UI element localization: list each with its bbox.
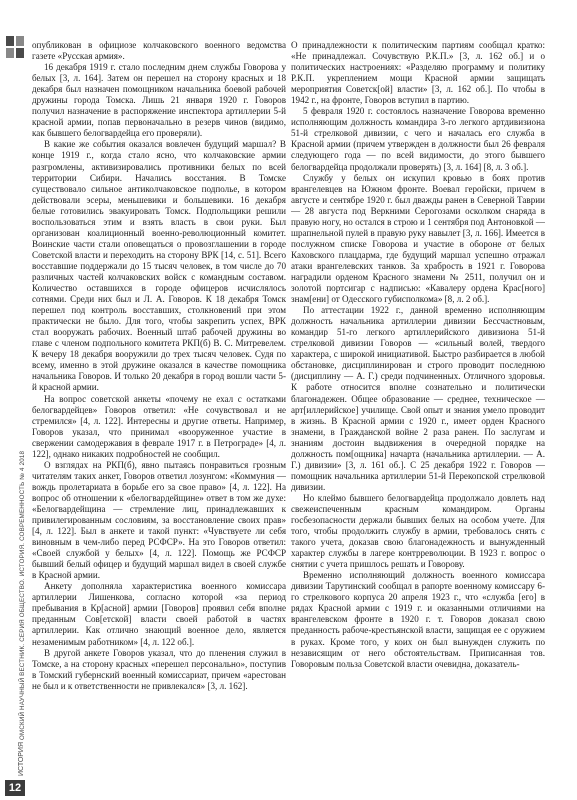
paragraph: 16 декабря 1919 г. стало последним днем службы Говорова у белых [3, л. 164]. Затем он перешел на сторону красных и 18 декабря был назначен помощником начальника боевой рабочей дружины города Томска. Лишь 21 января 1920 г. Говоров получил назначение в распоряжение инспектора артиллерии 5-й красной армии, попав первоначально в резерв чинов (видимо, как бывшего белогвардейца его проверяли).: [32, 62, 286, 139]
paragraph: Но клеймо бывшего белогвардейца продолжало довлеть над свежеиспеченным красным командиром. Органы госбезопасности держали бывших белых на особом учете. Для того, чтобы продолжить службу в армии, требовалось снять с такого учета, доказав свою благонадежность и вынужденный характер службы в лагере контрреволюции. В 1923 г. вопрос о снятии с учета пришлось решать и Говорову.: [291, 492, 545, 570]
paragraph: Службу у белых он искупил кровью в боях против врангелевцев на Южном фронте. Воевал геройски, причем в августе и сентябре 1920 г. был дважды ранен в Северной Таврии — 28 августа под Веркними Серогозами осколком снаряда в правую ногу, но остался в строю и 1 сентября под Антоновкой — шрапнельной пулей в правую руку навылет [3, л. 166]. Имеется в послужном списке Говорова и участие в обороне от белых Каховского плацдарма, где будущий маршал успешно отражал атаки врангелевских танков. За храбрость в 1921 г. Говорова наградили орденом Красного знамени № 2511, получил он и золотой портсигар с надписью: «Кавалеру ордена Крас[ного] знам[ени] от Одесского губисполкома» [8, л. 2 об.].: [291, 172, 545, 305]
text-column-right: [291, 40, 545, 788]
section-label: ИСТОРИЯ: [18, 741, 25, 776]
paragraph: 5 февраля 1920 г. состоялось назначение Говорова временно исполняющим должность командира 3-го легкого артдивизиона 51-й стрелковой дивизии, с чего и началась его служба в Красной армии (причем утвержден в должности был 26 февраля следующего года — по всей видимости, до этого бывшего белогвардейца продолжали проверять) [3, л. 164] [8, л. 3 об.].: [291, 106, 545, 172]
journal-running-title: ОМСКИЙ НАУЧНЫЙ ВЕСТНИК. СЕРИЯ ОБЩЕСТВО. ИСТОРИЯ. СОВРЕМЕННОСТЬ № 4 2018: [19, 450, 26, 740]
paragraph: На вопрос советской анкеты «почему не ехал с остатками белогвардейцев» Говоров ответил: «Не сочувствовал и не стремился» [4, л. 122]. Интересны и другие ответы. Например, Говоров указал, что принимал «вооруженное участие в свержении самодержавия в феврале 1917 г. в Петрограде» [4, л. 122], однако никаких подробностей не сообщил.: [32, 393, 286, 459]
paragraph: О принадлежности к политическим партиям сообщал кратко: «Не принадлежал. Сочувствую Р.К.П.» [3, л. 162 об.] и о политических настроениях: «Разделяю программу и политику Р.К.П. укреплением мощи Красной армии защищать мероприятия Советск[ой] власти» [3, л. 162 об.]. По чтобы в 1942 г., на фронте, Говоров вступил в партию.: [291, 40, 545, 106]
paragraph: О взглядах на РКП(б), явно пытаясь понравиться грозным читателям таких анкет, Говоров ответил лозунгом: «Коммуния — вождь пролетариата в борьбе его за свое право» [4, л. 122]. На вопрос об отношении к «белогвардейщине» ответ в том же духе: «Белогвардейщина — стремление лиц, принадлежавших к привилегированным сословиям, за восстановление своих прав» [4, л. 122]. Был в анкете и такой пункт: «Чувствуете ли себя виновным в чем-либо перед РСФСР». На это Говоров ответил: «Своей службой у белых» [4, л. 122]. Помощь же РСФСР бывший белый офицер и будущий маршал видел в своей службе в Красной армии.: [32, 459, 286, 581]
paragraph: опубликован в официозе колчаковского военного ведомства газете «Русская армия».: [32, 40, 286, 62]
paragraph: По аттестации 1922 г., данной временно исполняющим должность начальника артиллерии дивизии Бессчастновым, командир 51-го легкого артиллерийского дивизиона 51-й стрелковой дивизии Говоров — «сильный волей, твердого характера, с широкой инициативой. Быстро разбирается в любой обстановке, дисциплинирован и строго проводит последнюю (дисциплину — А. Г.) среди подчиненных. Отличного здоровья. К работе относится вполне сознательно и политически благонадежен. Общее образование — среднее, техническое — арт[иллерийское] училище. Свой опыт и знания умело проводит в жизнь. В Красной армии с 1920 г., имеет орден Красного знамени, в Гражданской войне 2 раза ранен. По заслугам и знаниям достоин выдвижения в очередной порядке на должность пом[ощника] начарта (начальника артиллерии. — А. Г.) дивизии» [3, л. 161 об.]. С 25 декабря 1922 г. Говоров — помощник начальника артиллерии 51-й Перекопской стрелковой дивизии.: [291, 305, 545, 492]
paragraph: Анкету дополняла характеристика военного комиссара артиллерии Лишенкова, согласно которой «за период пребывания в Кр[асной] армии [Говоров] проявил себя вполне преданным Сов[етской] власти своей работой в частях артиллерии. Как отлично знающий военное дело, является незаменимым работником» [4, л. 122 об.].: [32, 581, 286, 647]
paragraph: В какие же события оказался вовлечен будущий маршал? В конце 1919 г., когда стало ясно, что колчаковские армии разгромлены, активизировались противники белых по всей территории Сибири. Начались восстания. В Томске существовало сильное антиколчаковское подполье, в котором действовали эсеры, меньшевики и большевики. 16 декабря белые готовились эвакуировать Томск. Подпольщики решили воспользоваться этим и взять власть в свои руки. Был организован коалиционный военно-революционный комитет. Воинские части стали оповещаться о провозглашении в городе Советской власти и переходить на сторону ВРК [14, с. 51]. Всего восставшие поддержали до 15 тысяч человек, в том числе до 70 различных частей колчаковских войск с командным составом. Количество оставшихся в городе офицеров исчислялось сотнями. Среди них был и Л. А. Говоров. К 18 декабря Томск перешел под контроль восставших, столкновений при этом практически не было. Для того, чтобы закрепить успех, ВРК стал вооружать рабочих. Военный штаб рабочей дружины во главе с членом подпольного комитета РКП(б) В. С. Митревелем. К вечеру 18 декабря вооружили до трех тысяч человек. Судя по всему, именно в этой дружине оказался в качестве помощника начальника Говоров. И только 20 декабря в город вошли части 5-й красной армии.: [32, 139, 286, 393]
text-column-left: [32, 40, 286, 788]
paragraph: Временно исполняющий должность военного комиссара дивизии Тарутинский сообщал в рапорте военному комиссару 6-го стрелкового корпуса 20 апреля 1923 г., что «служба [его] в рядах Красной армии с 1919 г. и оказанными отличиями на врангелевском фронте в 1920 г. т. Говоров доказал свою преданность рабоче-крестьянской власти, защищая ее с оружием в руках. Кроме того, у коих он был вынужден служить по независящим от него обстоятельствам. Приписанная тов. Говоровым польза Советской власти очевидна, доказатель-: [291, 570, 545, 669]
journal-logo-icon: [6, 36, 24, 58]
page-number: 12: [5, 780, 25, 796]
left-margin-bar: [0, 0, 30, 800]
paragraph: В другой анкете Говоров указал, что до пленения служил в Томске, а на сторону красных «перешел персонально», поступив в Томский губернский военный комиссариат, причем «арестован не был и к ответственности не привлекался» [3, л. 162].: [32, 647, 286, 691]
